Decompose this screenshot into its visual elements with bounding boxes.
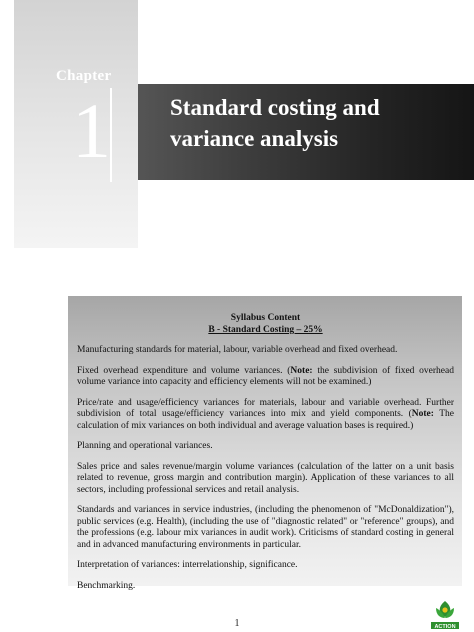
syllabus-item-8: Benchmarking. [77, 580, 136, 591]
publisher-logo-icon [430, 598, 460, 630]
syllabus-item-2 [77, 366, 454, 389]
syllabus-item-3-text-a: Price/rate and usage/efficiency variances for materials, labour and variable overhead. Further subdivision of total usage/efficiency variances into mix and yield components. ( [77, 397, 454, 419]
chapter-number-column [14, 0, 138, 248]
syllabus-item-3 [77, 398, 454, 433]
syllabus-item-3-note: Note: [411, 409, 434, 419]
page-number: 1 [234, 618, 240, 629]
syllabus-item-4: Planning and operational variances. [77, 441, 213, 451]
syllabus-item-2-text-b: the subdivision of fixed overhead volume variance into capacity and efficiency elements will not be examined.) [77, 365, 454, 387]
logo-text: ACTION [434, 624, 456, 630]
syllabus-item-3-text-b: The calculation of mix variances on both individual and average valuation bases is required.) [77, 409, 454, 431]
chapter-label: Chapter [56, 68, 112, 84]
chapter-title-line-2: variance analysis [170, 126, 339, 151]
syllabus-item-7: Interpretation of variances: interrelationship, significance. [77, 560, 298, 570]
syllabus-subheading: B - Standard Costing – 25% [208, 325, 323, 335]
syllabus-content-box [68, 296, 462, 591]
chapter-title-band [138, 84, 474, 180]
syllabus-heading: Syllabus Content [230, 313, 301, 323]
syllabus-item-6: Standards and variances in service industries, (including the phenomenon of "McDonaldization"), public services (e.g. Health), (including the use of "diagnostic related" or "reference" groups), and the professions (e.g. labour mix variances in audit work). Criticisms of standard costing in general and in advanced manufacturing environments in particular. [77, 505, 454, 550]
syllabus-item-2-note: Note: [290, 365, 313, 376]
syllabus-item-5: Sales price and sales revenue/margin volume variances (calculation of the latter on a unit basis related to revenue, gross margin and contribution margin). Application of these variances to all sectors, including professional services and retail analysis. [77, 461, 454, 495]
chapter-title [170, 92, 466, 154]
chapter-title-line-1: Standard costing and [170, 95, 380, 120]
chapter-number: 1 [72, 87, 111, 174]
syllabus-item-1: Manufacturing standards for material, labour, variable overhead and fixed overhead. [77, 345, 398, 355]
syllabus-item-2-text-a: Fixed overhead expenditure and volume variances. ( [77, 365, 291, 376]
syllabus-heading-block [77, 312, 454, 336]
